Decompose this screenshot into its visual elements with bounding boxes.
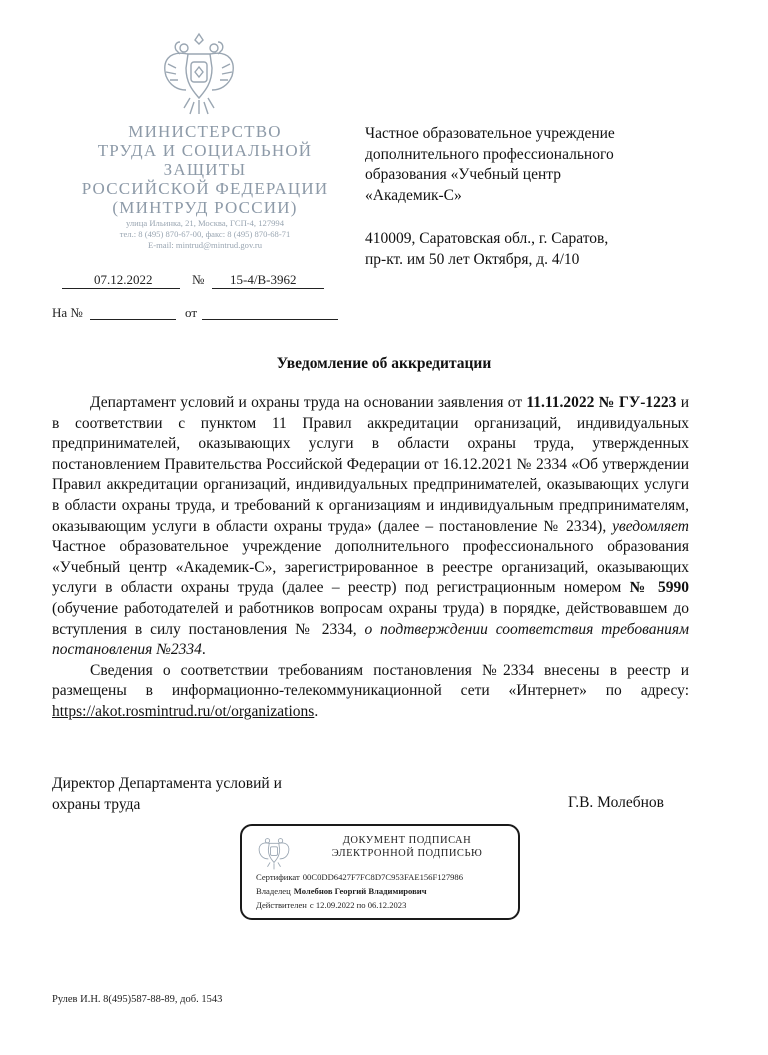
electronic-signature-stamp: [240, 824, 520, 920]
recipient-org-line: «Академик-С»: [365, 186, 462, 204]
registry-link[interactable]: https://akot.rosmintrud.ru/ot/organizations: [52, 702, 315, 720]
notify-word: уведомляет: [612, 517, 689, 535]
ministry-header: [70, 122, 340, 250]
recipient-address-line: пр-кт. им 50 лет Октября, д. 4/10: [365, 250, 580, 268]
executor-contact: Рулев И.Н. 8(495)587-88-89, доб. 1543: [52, 994, 223, 1005]
document-title: Уведомление об аккредитации: [276, 355, 492, 372]
registration-number-label: №: [192, 272, 205, 287]
ministry-address-line: тел.: 8 (495) 870-67-00, факс: 8 (495) 870-68-71: [119, 229, 291, 239]
ministry-name-line: ЗАЩИТЫ: [163, 160, 247, 179]
reference-number-label: На №: [52, 305, 83, 320]
ministry-name-line: ТРУДА И СОЦИАЛЬНОЙ: [97, 141, 313, 160]
ministry-name-line: РОССИЙСКОЙ ФЕДЕРАЦИИ: [81, 179, 329, 198]
ministry-address-line: улица Ильинка, 21, Москва, ГСП-4, 127994: [125, 218, 285, 228]
recipient-org-line: дополнительного профессионального: [365, 145, 614, 163]
stamp-owner: Владелец Молебнов Георгий Владимирович: [256, 886, 427, 896]
body-paragraph-1: Департамент условий и охраны труда на основании заявления от 11.11.2022 № ГУ-1223 и в соответствии с пунктом 11 Правил аккредитации организаций, индивидуальных предпринимателей, оказывающих услуги в области охраны труда, утвержденных постановлением Правительства Российской Федерации от 16.12.2021 № 2334 «Об утверждении Правил аккредитации организаций, индивидуальных предпринимателей, оказывающих услуги в области охраны труда, и требований к организациям и индивидуальным предпринимателям, оказывающим услуги в области охраны труда» (далее – постановление № 2334), уведомляет Частное образовательное учреждение дополнительного профессионального образования «Учебный центр «Академик-С», зарегистрированное в реестре организаций, оказывающих услуги в области охраны труда (далее – реестр) под регистрационным номером № 5990 (обучение работодателей и работников вопросам охраны труда) в порядке, действовавшем до вступления в силу постановления № 2334, о подтверждении соответствия требованиям постановления №2334.: [52, 394, 690, 659]
underline: [212, 288, 324, 289]
recipient-address-line: 410009, Саратовская обл., г. Саратов,: [365, 230, 609, 247]
recipient-org-line: образования «Учебный центр: [365, 166, 561, 183]
signer-position-line: Директор Департамента условий и: [52, 775, 282, 792]
recipient-address: [365, 229, 685, 270]
stamp-certificate: Сертификат 00C0DD6427F7FC8D7C953FAE156F127986: [256, 872, 464, 882]
application-number: № ГУ-1223: [598, 394, 677, 411]
recipient-org-line: Частное образовательное учреждение: [365, 125, 615, 142]
registration-date: 07.12.2022: [94, 272, 153, 287]
registry-number: № 5990: [629, 579, 690, 597]
application-date: 11.11.2022: [526, 394, 595, 411]
ministry-name-line: МИНИСТЕРСТВО: [128, 122, 282, 141]
underline: [90, 319, 176, 320]
signer-name: Г.В. Молебнов: [568, 794, 664, 811]
letter-body: [52, 393, 689, 723]
registration-number: 15-4/В-3962: [230, 272, 297, 287]
underline: [202, 319, 338, 320]
recipient-block: [365, 124, 685, 270]
stamp-validity: Действителен с 12.09.2022 по 06.12.2023: [256, 900, 407, 910]
underline: [62, 288, 180, 289]
body-paragraph-2: Сведения о соответствии требованиям постановления №2334 внесены в реестр и размещены в информационно-телекоммуникационной сети «Интернет» по адресу: https://akot.rosmintrud.ru/ot/organizations.: [52, 661, 689, 720]
coat-of-arms-icon: [256, 832, 292, 872]
confirmation-phrase: о подтверждении соответствия требованиям постановления №2334: [52, 620, 689, 659]
ministry-address-line: E-mail: mintrud@mintrud.gov.ru: [147, 240, 263, 250]
stamp-title: ДОКУМЕНТ ПОДПИСАН ЭЛЕКТРОННОЙ ПОДПИСЬЮ: [331, 835, 483, 859]
ministry-name-line: (МИНТРУД РОССИИ): [112, 198, 298, 217]
coat-of-arms-icon: [158, 28, 240, 120]
signer-position: [52, 773, 352, 815]
signer-position-line: охраны труда: [52, 796, 141, 813]
reference-date-label: от: [185, 305, 198, 320]
